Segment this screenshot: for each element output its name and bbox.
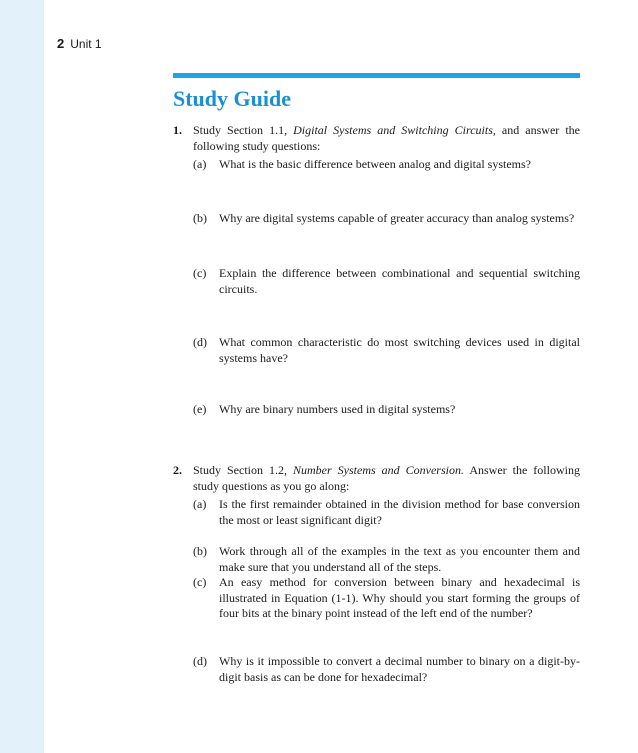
- q1-d-label: (d): [193, 335, 207, 349]
- q1-b-label: (b): [193, 211, 207, 225]
- q2-d-text: Why is it impossible to convert a decimal number to binary on a digit-by-digit basis as can be done for hexadecimal?: [219, 654, 580, 684]
- q2-b-text: Work through all of the examples in the text as you encounter them and make sure that you understand all of the steps.: [219, 544, 580, 574]
- question-1-text: Study Section 1.1, Digital Systems and Switching Circuits, and answer the following study questions:: [193, 123, 580, 153]
- q1-e-text: Why are binary numbers used in digital systems?: [219, 402, 456, 416]
- question-1-number: 1.: [173, 123, 182, 137]
- q2-d-label: (d): [193, 654, 207, 668]
- q2-a-label: (a): [193, 497, 207, 511]
- margin-band: [0, 0, 44, 753]
- q2-c-label: (c): [193, 575, 207, 589]
- q1-a-text: What is the basic difference between analog and digital systems?: [219, 157, 531, 171]
- page-title: Study Guide: [173, 86, 291, 111]
- question-2-text: Study Section 1.2, Number Systems and Conversion. Answer the following study questions as you go along:: [193, 463, 580, 493]
- page-number: 2: [57, 36, 65, 51]
- unit-label: Unit 1: [70, 37, 102, 51]
- q1-a-label: (a): [193, 157, 207, 171]
- q1-b-text: Why are digital systems capable of greater accuracy than analog systems?: [219, 211, 575, 225]
- q2-b-label: (b): [193, 544, 207, 558]
- running-head: [57, 36, 102, 51]
- q2-a-text: Is the first remainder obtained in the division method for base conversion the most or least significant digit?: [219, 497, 580, 527]
- title-rule: [173, 73, 580, 78]
- q1-c-text: Explain the difference between combinational and sequential switching circuits.: [219, 266, 580, 296]
- q1-d-text: What common characteristic do most switching devices used in digital systems have?: [219, 335, 580, 365]
- question-2-number: 2.: [173, 463, 182, 477]
- q1-c-label: (c): [193, 266, 207, 280]
- q2-c-text: An easy method for conversion between binary and hexadecimal is illustrated in Equation (1-1). Why should you start forming the groups of four bits at the binary point instead of the left end of the number?: [219, 575, 580, 620]
- q1-e-label: (e): [193, 402, 207, 416]
